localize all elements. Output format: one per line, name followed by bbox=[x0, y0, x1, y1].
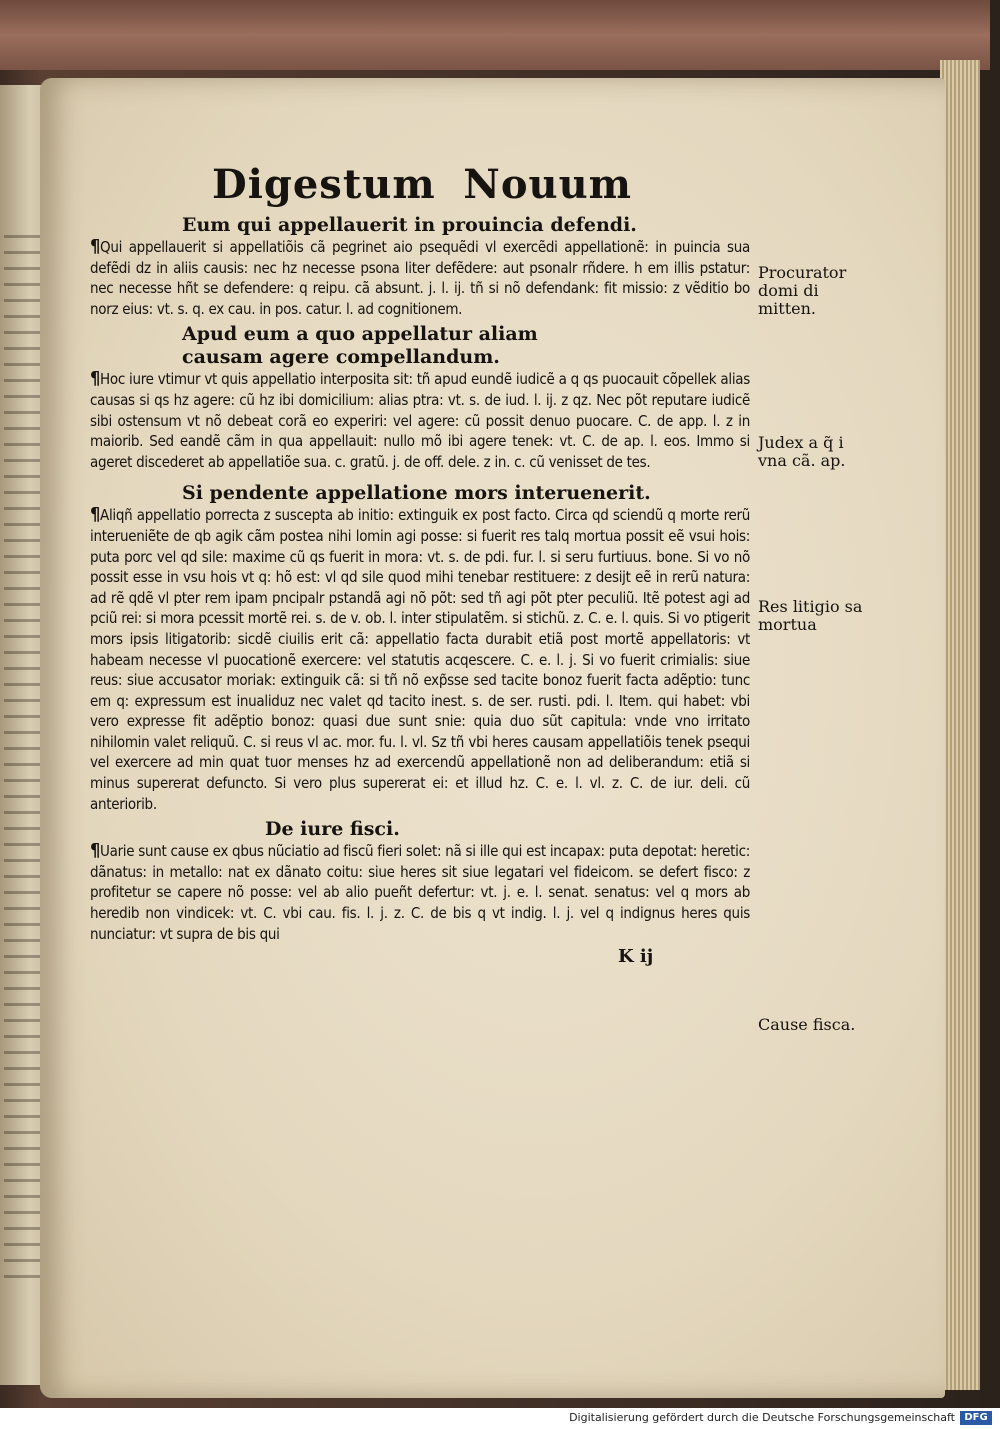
section-heading: Si pendente appellatione mors interuenerit. bbox=[182, 482, 651, 505]
facing-page-text-bleed bbox=[4, 235, 42, 1285]
paragraph-text: Hoc iure vtimur vt quis appellatio interposita sit: tñ apud eundẽ iudicẽ a q qs puocauit cõpellek alias causas si qs hz agere: cũ hz ibi domicilium: alias ptra: vt. s. de iud. l. ij. z qz. Nec põt reputare iudicẽ sibi ostensum vt nõ debeat corã eo experiri: vel agere: cũ possit denuo puocare. C. de app. l. z in maiorib. Sed eandẽ cãm in qua appellauit: nullo mõ ibi agere tenek: vt. C. de ap. l. eos. Immo si ageret discederet ab appellatiõe sua. c. gratũ. j. de off. dele. z in. c. cũ venisset de tes. bbox=[90, 370, 750, 471]
margin-note: Cause fisca. bbox=[758, 1015, 856, 1034]
section-paragraph bbox=[90, 505, 750, 814]
margin-note: Procurator domi di mitten. bbox=[758, 263, 847, 318]
pilcrow-icon: ¶ bbox=[90, 504, 101, 526]
running-head-right: Nouum bbox=[463, 161, 632, 208]
footer-bar bbox=[0, 1408, 1000, 1429]
section-paragraph bbox=[90, 237, 750, 319]
book-top-edge bbox=[0, 0, 990, 70]
margin-note: Judex a q̃ i vna cã. ap. bbox=[758, 433, 846, 470]
footer-credit: Digitalisierung gefördert durch die Deutsche Forschungsgemeinschaft bbox=[569, 1411, 955, 1424]
page bbox=[40, 78, 945, 1398]
paragraph-text: Qui appellauerit si appellatiõis cã pegrinet aio psequẽdi vl exercẽdi appellationẽ: in puincia sua defẽdi dz in aliis causis: nec hz necesse psona liter defẽdere: aut psonalr rñdere. h em illis pstatur: nec necesse hñt se defendere: q reipu. cã absunt. j. l. ij. tñ si nõ defendank: fit missio: z vẽditio bo norz eius: vt. s. q. ex cau. in pos. catur. l. ad cognitionem. bbox=[90, 238, 750, 318]
margin-note: Res litigio sa mortua bbox=[758, 597, 863, 634]
paragraph-text: Uarie sunt cause ex qbus nũciatio ad fiscũ fieri solet: nã si ille qui est incapax: puta depotat: heretic: dãnatus: in metallo: nat ex dãnato coitu: siue heres sit siue legatari vel fideicom. se defert fisco: z profitetur se capere nõ posse: vel ab alio pueñt defertur: vt. j. e. l. senat. senatus: vel q mors ab heredib non vindicek: vt. C. vbi cau. fis. l. j. z. C. de bis q vt indig. l. j. vel q indignus heres quis nunciatur: vt supra de bis qui bbox=[90, 842, 750, 943]
section-paragraph bbox=[90, 369, 750, 472]
main-text bbox=[90, 160, 750, 967]
book-fore-edge bbox=[940, 60, 980, 1390]
pilcrow-icon: ¶ bbox=[90, 236, 101, 257]
section-heading: De iure fisci. bbox=[265, 818, 400, 841]
section-heading: Eum qui appellauerit in prouincia defendi. bbox=[182, 214, 637, 236]
pilcrow-icon: ¶ bbox=[90, 368, 101, 390]
running-head-left: Digestum bbox=[212, 161, 436, 208]
running-head bbox=[212, 160, 632, 210]
section-heading: Apud eum a quo appellatur aliam causam agere compellandum. bbox=[182, 323, 538, 369]
paragraph-text: Aliqñ appellatio porrecta z suscepta ab initio: extinguik ex post facto. Circa qd sciendũ q morte rerũ interueniẽte de qb agik cãm postea nihi lomin agi posse: si fuerit res talq mortua possit eẽ vsui hois: puta porc vel qd sile: maxime cũ qs fuerit in mora: vt. s. de pdi. fur. l. si seru furtiuus. bone. Si vo nõ possit esse in vsu hois vt q: hõ est: vl qd sile quod mihi tenebar restituere: z desijt eẽ in rerũ natura: ad rẽ qdẽ vl pter rem ipam pncipalr pstandã agi nõ põt: sed tñ agi põt pter peculiũ. Itẽ potest agi ad pciũ rei: si mora pcessit mortẽ rei. s. de v. ob. l. inter stipulatẽm. si stichũ. z. C. e. l. quis. Si vo ptigerit mors ipsis litigatorib: sicdẽ ciuilis erit cã: appellatio facta durabit etiã post mortẽ appellatoris: vt habeam necesse vl puocationẽ exercere: vel statutis acqescere. C. e. l. j. Si vo fuerit crimialis: siue reus: siue accusator moriak: extinguik cã: si tñ nõ exp̃sse sed tacite bonoz fuerit facta adẽptio: tunc em q: expressum est inualiduz nec valet qd tacito inest. s. de ser. rusti. pdi. l. Item. qui habet: vbi vero expresse fit adẽptio bonoz: quasi due sunt snie: quia duo sũt capitula: vnde vno irritato nihilomin valet reliquũ. C. si reus vl ac. mor. fu. l. vl. Sz tñ vbi heres causam appellatiõis tenek psequi vel exercere ad min quat tuor menses hz ad exercendũ appellationẽ non ad deliberandum: etiã si minus supererat defuncto. Si vero plus supererat ei: et illud hz. C. e. l. vl. z. C. de iur. deli. cũ anteriorib. bbox=[90, 506, 750, 813]
dfg-logo: DFG bbox=[960, 1411, 992, 1425]
signature-mark: K ij bbox=[618, 946, 654, 968]
pilcrow-icon: ¶ bbox=[90, 840, 101, 862]
section-paragraph bbox=[90, 841, 750, 944]
